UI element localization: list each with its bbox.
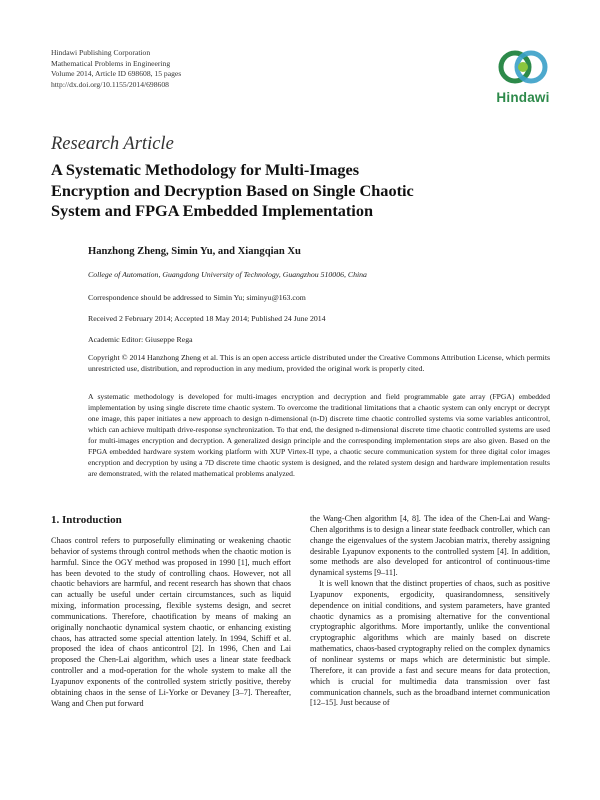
abstract: A systematic methodology is developed for multi-images encryption and decryption and field programmable gate array (FPGA) embedded implementation by using single discrete time chaotic system. To overcome the traditional limitations that a chaotic system can only encrypt or decrypt one image, this paper initiates a new approach to design n-dimensional (n-D) discrete time chaotic controlled systems via some variables anticontrol, which can achieve multipath drive-response synchronization. To that end, the designed n-dimensional discrete time chaotic controlled systems are used for multi-images encryption and decryption. A generalized design principle and the corresponding implementation steps are also given. Based on the FPGA embedded hardware system working platform with XUP Virtex-II type, a chaotic secure communication system for three digital color images encryption and decryption by using a 7D discrete time chaotic system is designed, and the related system design and hardware implementation results are demonstrated, with the related mathematical problems analyzed.: [88, 392, 550, 478]
body-column-right: [310, 514, 550, 709]
paragraph: Chaos control refers to purposefully eliminating or weakening chaotic behavior of systems through control methods when the chaotic motion is harmful. Since the OGY method was proposed in 1990 [1], much effort has been devoted to the study of controlling chaos. However, not all chaotic behaviors are harmful, and recent research has shown that chaos can actually be useful under certain circumstances, such as liquid mixing, information processing, flexible systems design, and secret communications. Therefore, chaotification by means of making an originally nonchaotic dynamical system chaotic, or enhancing existing chaos, has attracted some special attention lately. In 1994, Schiff et al. proposed the idea of chaos anticontrol [2]. In 1996, Chen and Lai proposed the Chen-Lai algorithm, which uses a linear state feedback controller and a mod-operation for the whole system to make all the Lyapunov exponents of the controlled system strictly positive, thereby obtaining chaos in the sense of Li-Yorke or Devaney [3–7]. Thereafter, Wang and Chen put forward: [51, 536, 291, 708]
title-line-2: Encryption and Decryption Based on Single Chaotic: [51, 180, 414, 200]
publisher-name: Hindawi Publishing Corporation: [51, 48, 151, 57]
paragraph: It is well known that the distinct properties of chaos, such as positive Lyapunov exponents, ergodicity, quasirandomness, sensitively dependence on initial conditions, and system parameters, have granted chaotic dynamics as a promising alternative for the conventional cryptographic algorithms. More importantly, unlike the conventional cryptographic algorithms which are mainly based on discrete mathematics, chaos-based cryptography relied on the complex dynamics of nonlinear systems or maps which are deterministic but simple. Therefore, it can provide a fast and secure means for data protection, which is crucial for multimedia data transmission over fast communication channels, such as the broadband internet communication [12–15]. Just because of: [310, 579, 550, 708]
correspondence: Correspondence should be addressed to Simin Yu; siminyu@163.com: [88, 293, 306, 302]
section-title: 1. Introduction: [51, 514, 122, 526]
doi-link[interactable]: http://dx.doi.org/10.1155/2014/698608: [51, 79, 169, 89]
title-line-1: A Systematic Methodology for Multi-Images: [51, 160, 360, 179]
affiliation: College of Automation, Guangdong University of Technology, Guangzhou 510006, China: [88, 270, 367, 279]
article-title: [51, 160, 521, 222]
hindawi-logo: [493, 45, 553, 111]
hindawi-logo-icon: [493, 45, 553, 89]
logo-text: Hindawi: [496, 90, 550, 105]
journal-header: [51, 48, 181, 90]
volume-info: Volume 2014, Article ID 698608, 15 pages: [51, 69, 182, 79]
journal-name: Mathematical Problems in Engineering: [51, 58, 171, 68]
authors: Hanzhong Zheng, Simin Yu, and Xiangqian Xu: [88, 246, 301, 257]
paragraph: the Wang-Chen algorithm [4, 8]. The idea of the Chen-Lai and Wang-Chen algorithms is to design a linear state feedback controller, which can change the eigenvalues of the system Jacobian matrix, thereby assigning desirable Lyapunov exponents to the controlled system [4]. In addition, some methods are also developed for anticontrol of continuous-time dynamical systems [9–11].: [310, 514, 550, 578]
copyright-notice: Copyright © 2014 Hanzhong Zheng et al. This is an open access article distributed under the Creative Commons Attribution License, which permits unrestricted use, distribution, and reproduction in any medium, provided the original work is properly cited.: [88, 353, 551, 373]
body-column-left: [51, 514, 291, 710]
title-line-3: System and FPGA Embedded Implementation: [51, 201, 374, 221]
academic-editor: Academic Editor: Giuseppe Rega: [88, 335, 193, 344]
publication-dates: Received 2 February 2014; Accepted 18 May 2014; Published 24 June 2014: [88, 314, 326, 323]
article-type: Research Article: [51, 134, 174, 154]
